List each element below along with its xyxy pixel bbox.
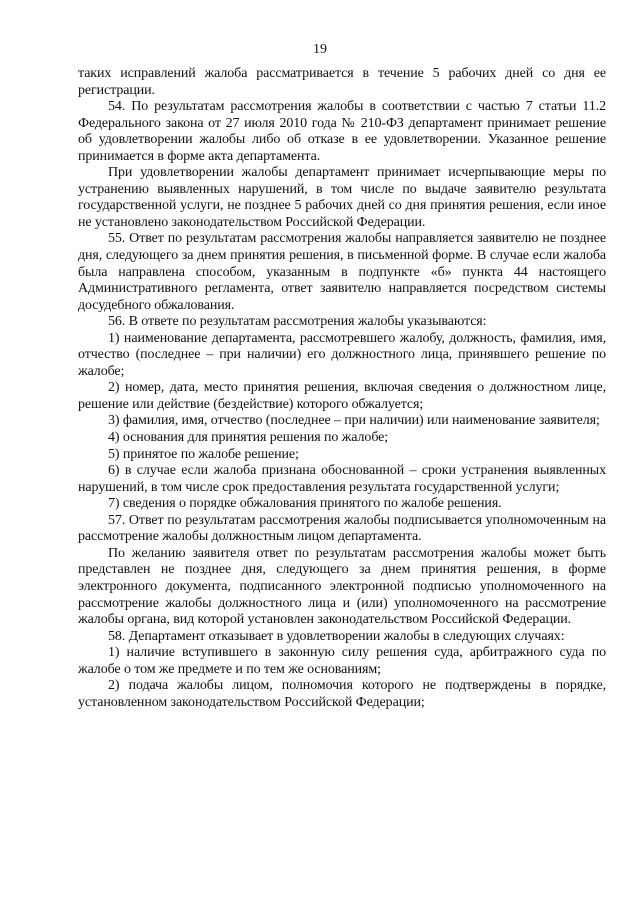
paragraph-item-57: 57. Ответ по результатам рассмотрения жалобы подписывается уполномоченным на рассмотрение жалобы должностным лицом департамента. — [78, 512, 606, 545]
list-item-56-6: 6) в случае если жалоба признана обоснованной – сроки устранения выявленных нарушений, в том числе срок предоставления результата государственной услуги; — [78, 463, 606, 495]
paragraph-item-56: 56. В ответе по результатам рассмотрения жалобы указываются: — [108, 314, 487, 330]
paragraph-item-55: 55. Ответ по результатам рассмотрения жалобы направляется заявителю не позднее дня, следующего за днем принятия решения, в письменной форме. В случае если жалоба была направлена способом, указанным в подпункте «б» пункта 44 настоящего Административного регламента, ответ заявителю направляется посредством системы досудебного обжалования. — [78, 231, 606, 313]
list-item-56-2: 2) номер, дата, место принятия решения, включая сведения о должностном лице, решение или действие (бездействие) которого обжалуется; — [78, 380, 606, 412]
list-item-56-4: 4) основания для принятия решения по жалобе; — [108, 430, 389, 446]
list-item-56-7: 7) сведения о порядке обжалования принятого по жалобе решения. — [108, 496, 502, 512]
paragraph-item-54: 54. По результатам рассмотрения жалобы в соответствии с частью 7 статьи 11.2 Федерального закона от 27 июля 2010 года № 210-ФЗ департамент принимает решение об удовлетворении жалобы либо об отказе в ее удовлетворении. Указанное решение принимается в форме акта департамента. — [78, 99, 606, 164]
document-body — [78, 66, 606, 711]
list-item-56-3: 3) фамилия, имя, отчество (последнее – при наличии) или наименование заявителя; — [108, 413, 600, 429]
paragraph-item-54-satisfaction: При удовлетворении жалобы департамент принимает исчерпывающие меры по устранению выявленных нарушений, в том числе по выдаче заявителю результата государственной услуги, не позднее 5 рабочих дней со дня принятия решения, если иное не установлено законодательством Российской Федерации. — [78, 165, 606, 230]
list-item-58-2: 2) подача жалобы лицом, полномочия которого не подтверждены в порядке, установленном законодательством Российской Федерации; — [78, 678, 606, 710]
list-item-58-1: 1) наличие вступившего в законную силу решения суда, арбитражного суда по жалобе о том же предмете и по тем же основаниям; — [78, 645, 606, 677]
list-item-56-5: 5) принятое по жалобе решение; — [108, 446, 299, 462]
list-item-56-1: 1) наименование департамента, рассмотревшего жалобу, должность, фамилия, имя, отчество (последнее – при наличии) его должностного лица, принявшего решение по жалобе; — [78, 330, 606, 379]
page-number: 19 — [313, 42, 327, 57]
paragraph-continuation: таких исправлений жалоба рассматривается в течение 5 рабочих дней со дня ее регистрации. — [78, 66, 606, 98]
paragraph-item-58: 58. Департамент отказывает в удовлетворении жалобы в следующих случаях: — [108, 628, 565, 644]
paragraph-item-57-electronic: По желанию заявителя ответ по результатам рассмотрения жалобы может быть представлен не позднее дня, следующего за днем принятия решения, в форме электронного документа, подписанного электронной подписью уполномоченного на рассмотрение жалобы должностного лица и (или) уполномоченного на рассмотрение жалобы органа, вид которой установлен законодательством Российской Федерации. — [78, 545, 606, 628]
